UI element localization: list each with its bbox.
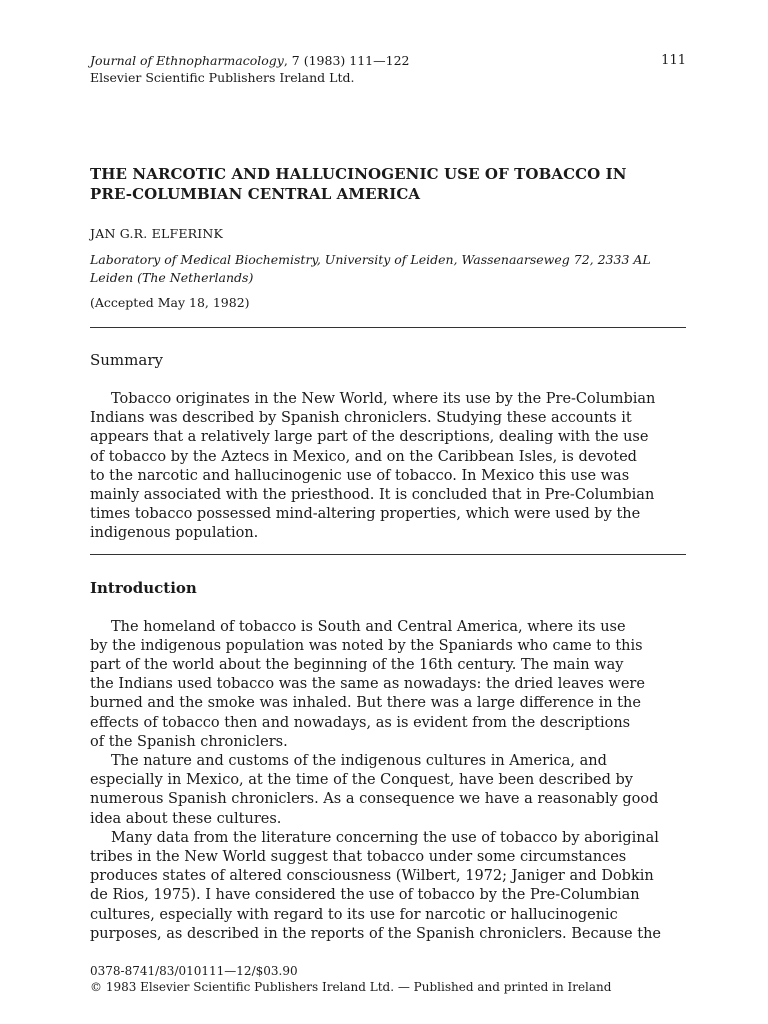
affiliation-line: Leiden (The Netherlands) — [90, 270, 254, 285]
body-line: effects of tobacco then and nowadays, as is evident from the descriptions — [90, 714, 631, 731]
body-line: idea about these cultures. — [90, 810, 282, 827]
summary-line: indigenous population. — [90, 525, 259, 542]
footer-code: 0378-8741/83/010111—12/$03.90 — [90, 964, 298, 978]
article-title — [90, 164, 686, 204]
body-line: the Indians used tobacco was the same as nowadays: the dried leaves were — [90, 676, 645, 693]
summary-heading: Summary — [90, 351, 163, 369]
author-name: JAN G.R. ELFERINK — [90, 226, 224, 241]
body-line: by the indigenous population was noted by the Spaniards who came to this — [90, 637, 643, 654]
divider-summary-end — [90, 554, 686, 555]
publisher-line: Elsevier Scientific Publishers Ireland Ltd. — [90, 70, 355, 85]
running-header — [90, 52, 686, 86]
body-line: tribes in the New World suggest that tobacco under some circumstances — [90, 849, 627, 866]
summary-line: to the narcotic and hallucinogenic use of tobacco. In Mexico this use was — [90, 467, 630, 484]
summary-line: Indians was described by Spanish chroniclers. Studying these accounts it — [90, 410, 632, 427]
introduction-heading: Introduction — [90, 578, 197, 597]
summary-line: Tobacco originates in the New World, where its use by the Pre-Columbian — [111, 391, 656, 407]
summary-paragraph — [90, 390, 686, 544]
body-line: purposes, as described in the reports of the Spanish chroniclers. Because the — [90, 925, 661, 942]
paper-page — [90, 52, 686, 944]
accepted-date: (Accepted May 18, 1982) — [90, 295, 250, 310]
title-line: THE NARCOTIC AND HALLUCINOGENIC USE OF TOBACCO IN — [90, 165, 627, 183]
journal-info — [90, 52, 409, 86]
introduction-paragraph-3 — [90, 829, 686, 944]
journal-volume-pages: , 7 (1983) 111—122 — [283, 53, 410, 68]
body-line: part of the world about the beginning of the 16th century. The main way — [90, 657, 624, 674]
body-line: especially in Mexico, at the time of the Conquest, have been described by — [90, 772, 633, 789]
page-number: 111 — [661, 53, 686, 68]
divider-top — [90, 327, 686, 328]
body-line: produces states of altered consciousness (Wilbert, 1972; Janiger and Dobkin — [90, 868, 654, 885]
body-line: numerous Spanish chroniclers. As a consequence we have a reasonably good — [90, 791, 659, 808]
summary-line: mainly associated with the priesthood. It is concluded that in Pre-Columbian — [90, 487, 655, 504]
journal-name: Journal of Ethnopharmacology — [90, 53, 284, 68]
author-affiliation — [90, 251, 686, 287]
body-line: The nature and customs of the indigenous cultures in America, and — [111, 753, 607, 770]
page-footer — [90, 963, 611, 995]
body-line: Many data from the literature concerning the use of tobacco by aboriginal — [111, 829, 659, 846]
body-line: de Rios, 1975). I have considered the use of tobacco by the Pre-Columbian — [90, 887, 640, 904]
journal-citation-line — [90, 52, 409, 69]
affiliation-line: Laboratory of Medical Biochemistry, University of Leiden, Wassenaarseweg 72, 2333 AL — [90, 252, 651, 267]
body-line: The homeland of tobacco is South and Central America, where its use — [111, 618, 626, 635]
body-line: of the Spanish chroniclers. — [90, 733, 288, 750]
introduction-paragraph-1 — [90, 618, 686, 752]
summary-line: times tobacco possessed mind-altering properties, which were used by the — [90, 506, 641, 523]
summary-line: of tobacco by the Aztecs in Mexico, and on the Caribbean Isles, is devoted — [90, 448, 637, 465]
footer-copyright: © 1983 Elsevier Scientific Publishers Ireland Ltd. — Published and printed in Ireland — [90, 980, 612, 994]
summary-line: appears that a relatively large part of the descriptions, dealing with the use — [90, 429, 649, 446]
title-line: PRE-COLUMBIAN CENTRAL AMERICA — [90, 185, 421, 203]
body-line: burned and the smoke was inhaled. But there was a large difference in the — [90, 695, 641, 712]
introduction-paragraph-2 — [90, 752, 686, 829]
body-line: cultures, especially with regard to its use for narcotic or hallucinogenic — [90, 906, 618, 923]
